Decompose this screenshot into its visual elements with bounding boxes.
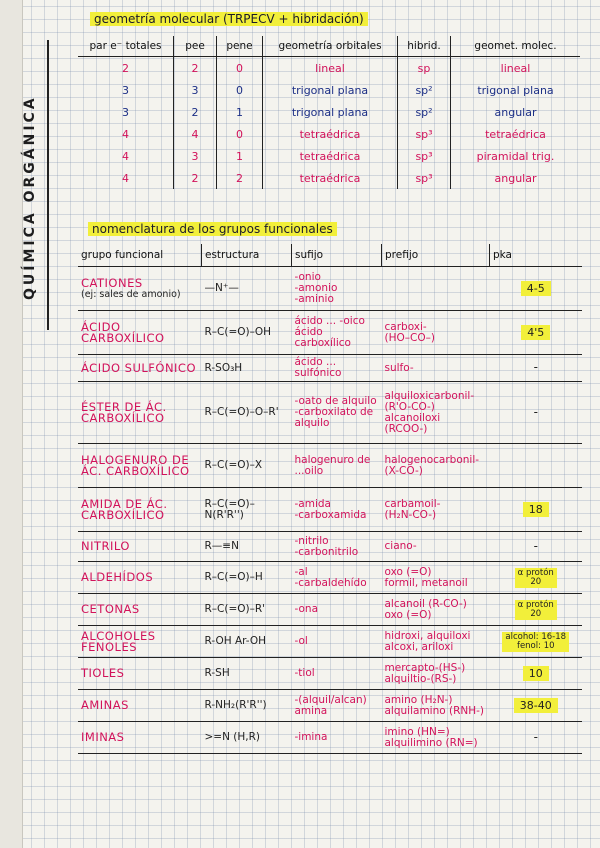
group-name: AMINAS bbox=[81, 698, 129, 712]
cell-pene: 2 bbox=[217, 167, 263, 189]
group-prefix: mercapto-(HS-) alquiltio-(RS-) bbox=[382, 658, 490, 690]
group-row bbox=[78, 382, 582, 444]
pka-highlight: α protón 20 bbox=[515, 568, 557, 588]
group-suffix: -tiol bbox=[292, 658, 382, 690]
section1-title: geometría molecular (TRPECV + hibridación) bbox=[90, 12, 368, 26]
groups-body bbox=[78, 267, 582, 754]
cell-molecular: angular bbox=[451, 167, 581, 189]
group-prefix: sulfo- bbox=[382, 355, 490, 382]
pka-highlight: 10 bbox=[523, 666, 549, 681]
cell-hybrid: sp³ bbox=[398, 167, 451, 189]
header-structure: estructura bbox=[202, 244, 292, 267]
group-row bbox=[78, 311, 582, 355]
group-name: CETONAS bbox=[81, 602, 140, 616]
group-suffix: -oato de alquilo -carboxilato de alquilo bbox=[292, 382, 382, 444]
group-prefix: hidroxi, alquiloxi alcoxi, ariloxi bbox=[382, 626, 490, 658]
group-name: AMIDA DE ÁC. CARBOXÍLICO bbox=[81, 496, 168, 522]
group-name: ALDEHÍDOS bbox=[81, 570, 154, 584]
group-pka-cell bbox=[490, 355, 583, 382]
cell-pee: 3 bbox=[174, 79, 217, 101]
cell-total: 3 bbox=[122, 105, 129, 119]
group-structure: >=N (H,R) bbox=[202, 722, 292, 754]
group-row bbox=[78, 594, 582, 626]
group-name: NITRILO bbox=[81, 539, 130, 553]
group-prefix: ciano- bbox=[382, 532, 490, 562]
header-pee: pee bbox=[174, 36, 217, 57]
header-prefix: prefijo bbox=[382, 244, 490, 267]
group-name: CATIONES bbox=[81, 275, 143, 290]
cell-hybrid: sp² bbox=[398, 79, 451, 101]
group-name-cell bbox=[78, 658, 202, 690]
group-pka-cell bbox=[490, 267, 583, 311]
side-title bbox=[22, 95, 62, 300]
geometry-row bbox=[78, 145, 580, 167]
cell-hybrid: sp³ bbox=[398, 123, 451, 145]
group-name-cell bbox=[78, 444, 202, 488]
group-structure: R-SO₃H bbox=[202, 355, 292, 382]
group-suffix: -(alquil/alcan) amina bbox=[292, 690, 382, 722]
group-prefix: carboxi- (HO–CO–) bbox=[382, 311, 490, 355]
group-structure: R–C(=O)–R' bbox=[202, 594, 292, 626]
group-pka-cell bbox=[490, 532, 583, 562]
group-row bbox=[78, 626, 582, 658]
group-name-cell bbox=[78, 488, 202, 532]
group-structure: —N⁺— bbox=[202, 267, 292, 311]
group-structure: R–C(=O)–N(R'R'') bbox=[202, 488, 292, 532]
cell-pene: 1 bbox=[217, 145, 263, 167]
pka-highlight: α protón 20 bbox=[515, 600, 557, 620]
group-prefix: alquiloxicarbonil- (R'O-CO-) alcanoiloxi (RCOO-) bbox=[382, 382, 490, 444]
cell-hybrid: sp bbox=[398, 57, 451, 80]
geometry-row bbox=[78, 167, 580, 189]
cell-pee: 4 bbox=[174, 123, 217, 145]
cell-orbital: lineal bbox=[263, 57, 398, 80]
group-name-cell bbox=[78, 311, 202, 355]
cell-pee: 2 bbox=[174, 57, 217, 80]
group-suffix: -al -carbaldehído bbox=[292, 562, 382, 594]
group-prefix: alcanoil (R-CO-) oxo (=O) bbox=[382, 594, 490, 626]
group-name: ÁCIDO SULFÓNICO bbox=[81, 360, 197, 375]
group-structure: R-NH₂(R'R'') bbox=[202, 690, 292, 722]
group-row bbox=[78, 267, 582, 311]
cell-hybrid: sp³ bbox=[398, 145, 451, 167]
header-group: grupo funcional bbox=[78, 244, 202, 267]
cell-pee: 2 bbox=[174, 101, 217, 123]
cell-total: 2 bbox=[122, 61, 129, 75]
group-name-cell bbox=[78, 382, 202, 444]
group-suffix: -imina bbox=[292, 722, 382, 754]
group-name-cell bbox=[78, 355, 202, 382]
pka-value: - bbox=[533, 729, 538, 744]
group-row bbox=[78, 722, 582, 754]
group-row bbox=[78, 562, 582, 594]
cell-molecular: piramidal trig. bbox=[451, 145, 581, 167]
group-name: ÁCIDO CARBOXÍLICO bbox=[81, 319, 165, 345]
cell-pee: 3 bbox=[174, 145, 217, 167]
group-row bbox=[78, 488, 582, 532]
group-prefix: imino (HN=) alquilimino (RN=) bbox=[382, 722, 490, 754]
group-name: IMINAS bbox=[81, 730, 125, 744]
header-total-pairs: par e⁻ totales bbox=[78, 36, 174, 57]
group-structure: R-SH bbox=[202, 658, 292, 690]
pka-highlight: alcohol: 16-18 fenol: 10 bbox=[502, 632, 569, 652]
group-pka-cell bbox=[490, 444, 583, 488]
group-pka-cell bbox=[490, 382, 583, 444]
group-structure: R–C(=O)–O–R' bbox=[202, 382, 292, 444]
cell-molecular: trigonal plana bbox=[451, 79, 581, 101]
group-structure: R—≡N bbox=[202, 532, 292, 562]
group-name: HALOGENURO DE ÁC. CARBOXÍLICO bbox=[81, 452, 190, 478]
geometry-row bbox=[78, 79, 580, 101]
group-name-cell bbox=[78, 722, 202, 754]
group-structure: R–C(=O)–OH bbox=[202, 311, 292, 355]
header-pene: pene bbox=[217, 36, 263, 57]
group-prefix: halogenocarbonil- (X-CO-) bbox=[382, 444, 490, 488]
header-molecular-geometry: geomet. molec. bbox=[451, 36, 581, 57]
cell-molecular: tetraédrica bbox=[451, 123, 581, 145]
group-suffix: -amida -carboxamida bbox=[292, 488, 382, 532]
group-suffix: -nitrilo -carbonitrilo bbox=[292, 532, 382, 562]
group-row bbox=[78, 658, 582, 690]
pka-value: - bbox=[533, 538, 538, 553]
cell-total: 4 bbox=[122, 127, 129, 141]
groups-header-row bbox=[78, 244, 582, 267]
geometry-table bbox=[78, 36, 580, 189]
group-name-cell bbox=[78, 562, 202, 594]
group-pka-cell bbox=[490, 658, 583, 690]
group-structure: R–C(=O)–H bbox=[202, 562, 292, 594]
group-structure: R-OH Ar-OH bbox=[202, 626, 292, 658]
group-pka-cell bbox=[490, 311, 583, 355]
group-name-cell bbox=[78, 267, 202, 311]
group-suffix: -onio -amonio -aminio bbox=[292, 267, 382, 311]
group-name: ÉSTER DE ÁC. CARBOXÍLICO bbox=[81, 399, 167, 425]
group-structure: R–C(=O)–X bbox=[202, 444, 292, 488]
cell-pene: 1 bbox=[217, 101, 263, 123]
group-prefix: carbamoil- (H₂N-CO-) bbox=[382, 488, 490, 532]
group-row bbox=[78, 444, 582, 488]
cell-pene: 0 bbox=[217, 123, 263, 145]
cell-orbital: tetraédrica bbox=[263, 145, 398, 167]
group-suffix: ácido ... sulfónico bbox=[292, 355, 382, 382]
cell-molecular: angular bbox=[451, 101, 581, 123]
cell-orbital: trigonal plana bbox=[263, 101, 398, 123]
pka-highlight: 18 bbox=[523, 502, 549, 517]
pka-value: - bbox=[533, 360, 538, 374]
group-name-cell bbox=[78, 532, 202, 562]
group-row bbox=[78, 355, 582, 382]
section2-title: nomenclatura de los grupos funcionales bbox=[88, 222, 337, 236]
cell-total: 4 bbox=[122, 149, 129, 163]
cell-pene: 0 bbox=[217, 57, 263, 80]
geometry-row bbox=[78, 57, 580, 80]
group-pka-cell bbox=[490, 562, 583, 594]
cell-orbital: tetraédrica bbox=[263, 123, 398, 145]
group-suffix: -ol bbox=[292, 626, 382, 658]
functional-groups-table bbox=[78, 244, 582, 754]
group-name: ALCOHOLES FENOLES bbox=[81, 628, 156, 654]
group-suffix: halogenuro de ...oilo bbox=[292, 444, 382, 488]
group-pka-cell bbox=[490, 594, 583, 626]
header-hybridization: hibrid. bbox=[398, 36, 451, 57]
group-suffix: -ona bbox=[292, 594, 382, 626]
group-suffix: ácido ... -oico ácido carboxílico bbox=[292, 311, 382, 355]
group-prefix: amino (H₂N-) alquilamino (RNH-) bbox=[382, 690, 490, 722]
geometry-row bbox=[78, 123, 580, 145]
side-title-text: QUÍMICA ORGÁNICA bbox=[22, 95, 38, 300]
group-row bbox=[78, 690, 582, 722]
group-prefix: oxo (=O) formil, metanoil bbox=[382, 562, 490, 594]
cell-orbital: trigonal plana bbox=[263, 79, 398, 101]
pka-value: - bbox=[533, 404, 538, 419]
group-row bbox=[78, 532, 582, 562]
group-name: TIOLES bbox=[81, 666, 125, 680]
cell-molecular: lineal bbox=[451, 57, 581, 80]
geometry-header-row bbox=[78, 36, 580, 57]
cell-pee: 2 bbox=[174, 167, 217, 189]
page-margin bbox=[0, 0, 23, 848]
group-pka-cell bbox=[490, 626, 583, 658]
cell-total: 4 bbox=[122, 171, 129, 185]
pka-highlight: 4-5 bbox=[521, 281, 551, 296]
pka-highlight: 4'5 bbox=[521, 325, 550, 340]
group-pka-cell bbox=[490, 488, 583, 532]
pka-highlight: 38-40 bbox=[514, 698, 558, 713]
cell-pene: 0 bbox=[217, 79, 263, 101]
cell-orbital: tetraédrica bbox=[263, 167, 398, 189]
group-name-cell bbox=[78, 594, 202, 626]
geometry-row bbox=[78, 101, 580, 123]
group-prefix bbox=[382, 267, 490, 311]
group-name-cell bbox=[78, 690, 202, 722]
header-pka: pka bbox=[490, 244, 583, 267]
group-note: (ej: sales de amonio) bbox=[81, 288, 181, 300]
group-pka-cell bbox=[490, 690, 583, 722]
cell-hybrid: sp² bbox=[398, 101, 451, 123]
group-name-cell bbox=[78, 626, 202, 658]
header-orbital-geometry: geometría orbitales bbox=[263, 36, 398, 57]
header-suffix: sufijo bbox=[292, 244, 382, 267]
group-pka-cell bbox=[490, 722, 583, 754]
cell-total: 3 bbox=[122, 83, 129, 97]
